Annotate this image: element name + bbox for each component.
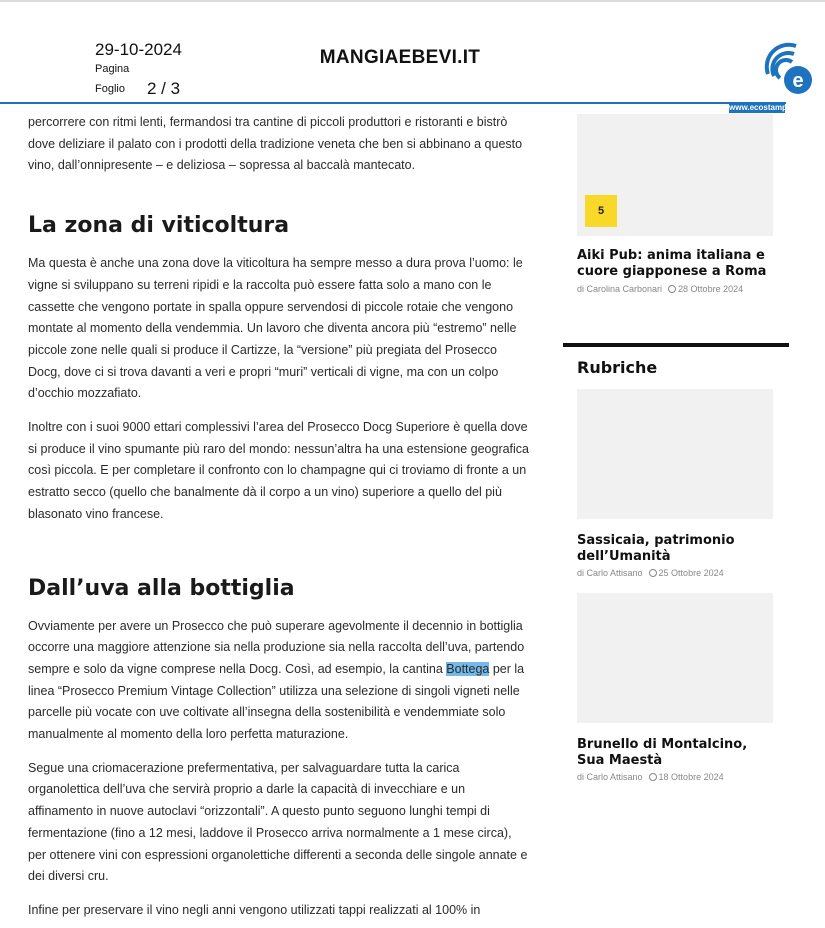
rubriche-rule [563, 343, 789, 347]
article-author[interactable]: di Carolina Carbonari [577, 284, 663, 294]
paragraph-text: per la linea “Prosecco Premium Vintage Collection” utilizza una selezione di singoli vigneti nelle parcelle più vocate con uve coltivate all’insegna della sostenibilità e vendemmiate solo manualmente al momento della loro perfetta maturazione. [28, 661, 525, 742]
highlighted-link-bottega[interactable]: Bottega [446, 661, 490, 676]
clock-icon [649, 569, 657, 577]
top-border [0, 0, 825, 2]
sidebar-article-title[interactable]: Brunello di Montalcino, Sua Maestà [577, 737, 748, 768]
article-meta [577, 568, 787, 578]
article-meta [577, 772, 787, 782]
article-date: 25 Ottobre 2024 [658, 568, 724, 578]
svg-text:e: e [792, 70, 804, 92]
foglio-label: Foglio [95, 83, 125, 95]
article-paragraph: percorrere con ritmi lenti, fermandosi tra cantine di piccoli produttori e ristoranti e bistrò dove deliziare il palato con i prodotti della tradizione veneta che ben si abbinano a questo vino, dall’onnipresente – e deliziosa – sopressa al baccalà mantecato. [28, 115, 523, 173]
article-paragraph: Inoltre con i suoi 9000 ettari complessivi l’area del Prosecco Docg Superiore è quella dove si produce il vino spumante più raro del mondo: nessun’altra ha una estensione geografica così piccola. E per completare il confronto con lo champagne qui ci troviamo di fronte a un estratto secco (quello che banalmente dà il corpo a un vino) superiore a quello del più blasonato vino francese. [28, 420, 530, 521]
article-thumbnail[interactable] [577, 593, 773, 723]
article-author[interactable]: di Carlo Attisano [577, 772, 643, 782]
article-paragraph: Segue una criomacerazione prefermentativa, per salvaguardare tutta la carica organolettica dell’uva che servirà proprio a darle la capacità di invecchiare e un affinamento in nuove autoclavi “orizzontali”. A questo punto seguono lunghi tempi di fermentazione (fino a 12 mesi, laddove il Prosecco arriva normalmente a 1 mese circa), per ottenere vini con espressioni organolettiche differenti a seconda delle singole annate e dei diversi cru. [28, 760, 528, 884]
article-body [28, 112, 530, 922]
clipping-date: 29-10-2024 [95, 40, 182, 59]
article-paragraph: Infine per preservare il vino negli anni vengono utilizzati tappi realizzati al 100% in [28, 902, 481, 917]
article-date: 18 Ottobre 2024 [658, 772, 724, 782]
article-paragraph [28, 616, 530, 746]
sidebar-article-title[interactable]: Aiki Pub: anima italiana e cuore giapponese a Roma [577, 248, 767, 279]
logo-url[interactable]: www.ecostampa.it [729, 103, 799, 112]
section-heading-bottiglia: Dall’uva alla bottiglia [28, 575, 295, 601]
header-rule [0, 102, 786, 104]
section-heading-viticoltura: La zona di viticoltura [28, 213, 290, 239]
page-counter: 2 / 3 [147, 79, 181, 98]
article-date: 28 Ottobre 2024 [678, 284, 744, 294]
paragraph-text: Ovviamente per avere un Prosecco che può superare agevolmente il decennio in bottiglia occorre una maggiore attenzione sia nella produzione sia nella raccolta dell’uva, partendo sempre e solo da vigne comprese nella Docg. Così, ad esempio, la cantina [28, 618, 525, 676]
article-author[interactable]: di Carlo Attisano [577, 568, 643, 578]
clock-icon [668, 285, 676, 293]
article-paragraph: Ma questa è anche una zona dove la viticoltura ha sempre messo a dura prova l’uomo: le vigne si sviluppano su terreni ripidi e la raccolta può essere fatta solo a mano con le cassette che vengono portate in spalla oppure servendosi di piccole rotaie che vengono montate al momento della vendemmia. Un lavoro che diventa ancora più “estremo” nelle piccole zone nelle quali si produce il Cartizze, la “versione” più pregiata del Prosecco Docg, dove ci si trova davanti a veri e propri “muri” verticali di vigne, ma con un colpo d’occhio mozzafiato. [28, 256, 523, 401]
article-thumbnail[interactable] [577, 389, 773, 519]
clock-icon [649, 773, 657, 781]
publication-name: MANGIAEBEVI.IT [319, 47, 481, 68]
rank-badge: 5 [585, 195, 617, 227]
ecostampa-logo-icon [762, 40, 814, 96]
article-meta [577, 284, 787, 294]
rubriche-heading: Rubriche [577, 358, 658, 377]
pagina-label: Pagina [95, 63, 130, 75]
sidebar-article-title[interactable]: Sassicaia, patrimonio dell’Umanità [577, 533, 735, 564]
